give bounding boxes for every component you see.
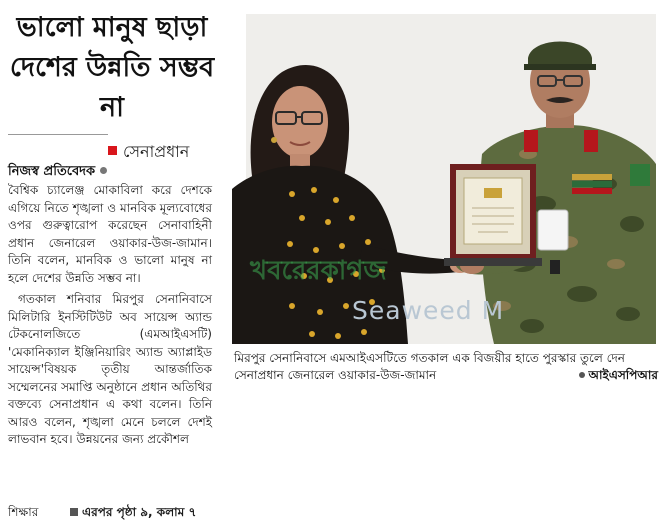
caption-text: মিরপুর সেনানিবাসে এমআইএসটিতে গতকাল এক বিজয়ীর হাতে পুরস্কার তুলে দেন সেনাপ্রধান জেনারেল ওয়াকার-উজ-জামান <box>234 351 625 382</box>
photo-illustration <box>232 14 656 344</box>
photo-caption <box>234 350 658 384</box>
article-paragraph: বৈশ্বিক চ্যালেঞ্জ মোকাবিলা করে দেশকে এগিয়ে নিতে শৃঙ্খলা ও মানবিক মূল্যবোধের ওপর গুরুত্বারোপ করেছেন সেনাবাহিনী প্রধান জেনারেল ওয়াকার-উজ-জামান। তিনি বলেন, মানবিক ও ভালো মানুষ না হলে দেশের উন্নতি সম্ভব না। <box>8 183 212 285</box>
article-column <box>0 0 222 529</box>
article-paragraph: গতকাল শনিবার মিরপুর সেনানিবাসে মিলিটারি ইনস্টিটিউট অব সায়েন্স অ্যান্ড টেকনোলজিতে (এমআইএসটি) 'মেকানিক্যাল ইঞ্জিনিয়ারিং অ্যান্ড অ্যাপ্লাইড সায়েন্স'বিষয়ক তৃতীয় আন্তর্জাতিক সম্মেলনের সমাপ্তি অনুষ্ঠানে প্রধান অতিথির বক্তব্যে সেনাপ্রধান এ কথা বলেন। তিনি আরও বলেন, শৃঙ্খলা মেনে চললে দেশই লাভবান হবে। উন্নয়নের জন্য প্রকৌশল <box>8 292 212 446</box>
continuation-line <box>8 504 220 524</box>
article-body <box>8 182 212 449</box>
photo-credit <box>579 367 658 384</box>
newspaper-watermark: খবরেরকাগজ <box>250 256 387 286</box>
bullet-icon <box>100 167 107 174</box>
subhead-rule <box>8 134 108 135</box>
bullet-icon <box>579 372 585 378</box>
continuation-tail-word: শিক্ষার <box>8 505 39 519</box>
byline-text: নিজস্ব প্রতিবেদক <box>8 164 96 179</box>
news-photo <box>232 14 656 344</box>
photo-banner-text: Seaweed M <box>352 296 505 325</box>
article-headline: ভালো মানুষ ছাড়া দেশের উন্নতি সম্ভব না <box>9 12 215 123</box>
subhead-text: সেনাপ্রধান <box>123 142 190 161</box>
square-bullet-icon <box>70 508 78 516</box>
byline <box>8 162 107 183</box>
red-square-icon <box>108 146 117 155</box>
continuation-reference: এরপর পৃষ্ঠা ৯, কলাম ৭ <box>82 505 197 519</box>
article-subhead <box>108 139 189 166</box>
photo-credit-text: আইএসপিআর <box>588 368 658 382</box>
